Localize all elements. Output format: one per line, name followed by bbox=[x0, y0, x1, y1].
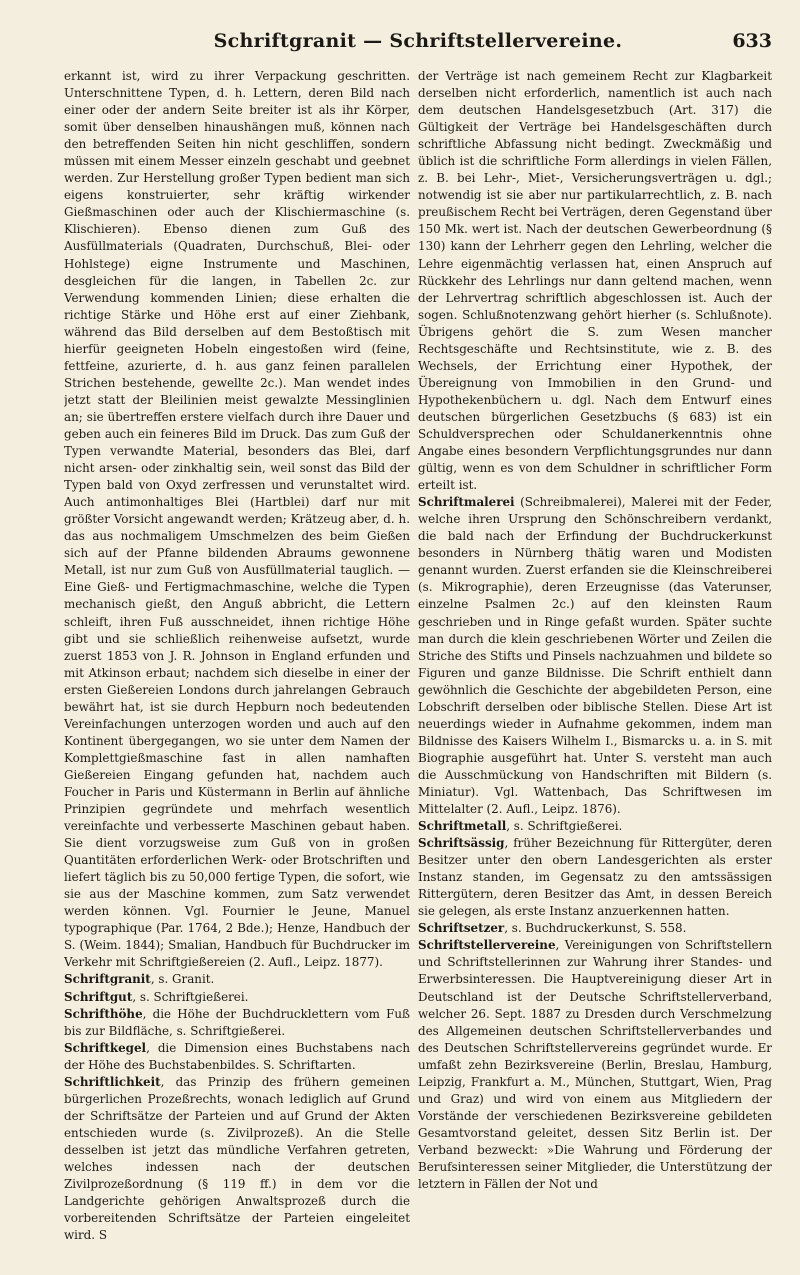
dictionary-entry bbox=[418, 494, 772, 818]
dictionary-entry bbox=[418, 920, 772, 937]
entry-text: , s. Buchdruckerkunst, S. 558. bbox=[504, 921, 687, 936]
entry-headword: Schriftlichkeit bbox=[64, 1074, 161, 1089]
dictionary-entry bbox=[418, 835, 772, 920]
dictionary-entry bbox=[64, 1040, 410, 1074]
right-column bbox=[418, 68, 772, 1265]
entry-headword: Schriftsässig bbox=[418, 836, 505, 851]
entry-headword: Schriftgranit bbox=[64, 972, 151, 987]
entry-headword: Schriftgut bbox=[64, 989, 133, 1004]
entry-text: , die Dimension eines Buchstabens nach der Höhe des Buchstabenbildes. S. Schriftarten. bbox=[64, 1040, 410, 1072]
entry-text: , s. Schriftgießerei. bbox=[132, 989, 249, 1004]
entry-continuation bbox=[418, 68, 772, 494]
entry-text: , das Prinzip des frühern gemeinen bürgerlichen Prozeßrechts, wonach lediglich auf Grund der Schriftsätze der Parteien und auf Grund der Akten entschieden wurde (s. Zivilprozeß). An die Stelle desselben ist jetzt das mündliche Verfahren getreten, welches indessen nach der deutschen Zivilprozeßordnung (§ 119 ff.) in dem vor die Landgerichte gehörigen Anwaltsprozeß durch die vorbereitenden Schriftsätze der Parteien eingeleitet wird. S bbox=[64, 1074, 410, 1243]
entry-headword: Schriftstellervereine bbox=[418, 938, 556, 953]
dictionary-entry bbox=[418, 937, 772, 1193]
entry-headword: Schriftmalerei bbox=[418, 495, 515, 510]
dictionary-entry bbox=[418, 818, 772, 835]
running-title: Schriftgranit — Schriftstellervereine. bbox=[213, 30, 623, 52]
page-header bbox=[64, 30, 772, 56]
entry-headword: Schrifthöhe bbox=[64, 1006, 143, 1021]
entry-text: (Schreibmalerei), Malerei mit der Feder, welche ihren Ursprung den Schönschreibern verdankt, die bald nach der Erfindung der Buchdruckerkunst besonders in Nürnberg thätig waren und Modisten genannt wurden. Zuerst erfanden sie die Kleinschreiberei (s. Mikrographie), deren Erzeugnisse (das Vaterunser, einzelne Psalmen 2c.) auf den kleinsten Raum geschrieben und in Ringe gefaßt wurden. Später suchte man durch die klein geschriebenen Wörter und Zeilen die Striche des Stifts und Pinsels nachzuahmen und bildete so Figuren und ganze Bildnisse. Die Schrift enthielt dann gewöhnlich die Geschichte der abgebildeten Person, eine Lobschrift derselben oder biblische Stellen. Diese Art ist neuerdings wieder in Aufnahme gekommen, indem man Bildnisse des Kaisers Wilhelm I., Bismarcks u. a. in S. mit Biographie ausgeführt hat. Unter S. versteht man auch die Ausschmückung von Handschriften mit Bildern (s. Miniatur). Vgl. Wattenbach, Das Schriftwesen im Mittelalter (2. Aufl., Leipz. 1876). bbox=[418, 495, 772, 817]
dictionary-entry bbox=[64, 1074, 410, 1244]
entry-continuation bbox=[64, 68, 410, 971]
left-column bbox=[64, 68, 410, 1265]
entry-headword: Schriftmetall bbox=[418, 819, 507, 834]
dictionary-entry bbox=[64, 1006, 410, 1040]
entry-headword: Schriftsetzer bbox=[418, 921, 505, 936]
entry-text: , früher Bezeichnung für Rittergüter, deren Besitzer unter den obern Landesgerichten als erster Instanz standen, im Gegensatz zu den amtssässigen Rittergütern, deren Besitzer das Amt, in dessen Bereich sie gelegen, als erste Instanz anzuerkennen hatten. bbox=[418, 836, 772, 919]
entry-text: , die Höhe der Buchdrucklettern vom Fuß bis zur Bildfläche, s. Schriftgießerei. bbox=[64, 1006, 410, 1038]
dictionary-entry bbox=[64, 989, 410, 1006]
entry-text: erkannt ist, wird zu ihrer Verpackung geschritten. Unterschnittene Typen, d. h. Lettern, deren Bild nach einer oder der andern Seite breiter ist als ihr Körper, somit über denselben hinaushängen muß, können nach den betreffenden Seiten hin nicht geschliffen, sondern müssen mit einem Messer einzeln geschabt und geebnet werden. Zur Herstellung großer Typen bedient man sich eigens konstruierter, sehr kräftig wirkender Gießmaschinen oder auch der Klischiermaschine (s. Klischieren). Ebenso dienen zum Guß des Ausfüllmaterials (Quadraten, Durchschuß, Blei- oder Hohlstege) eigne Instrumente und Maschinen, desgleichen für die langen, in Tabellen 2c. zur Verwendung kommenden Linien; diese erhalten die richtige Stärke und Höhe erst auf einer Ziehbank, während das Bild derselben auf dem Bestoßtisch mit hierfür geeigneten Hobeln eingestoßen wird (feine, fettfeine, azurierte, d. h. aus ganz feinen parallelen Strichen bestehende, gewellte 2c.). Man wendet indes jetzt statt der Bleilinien meist gewalzte Messinglinien an; sie übertreffen erstere vielfach durch ihre Dauer und geben auch ein feineres Bild im Druck. Das zum Guß der Typen verwandte Material, besonders das Blei, darf nicht arsen- oder zinkhaltig sein, weil sonst das Bild der Typen bald von Oxyd zerfressen und verunstaltet wird. Auch antimonhaltiges Blei (Hartblei) darf nur mit größter Vorsicht angewandt werden; Krätzeug aber, d. h. das aus nochmaligem Umschmelzen des beim Gießen sich auf der Pfanne bildenden Abraums gewonnene Metall, ist nur zum Guß von Ausfüllmaterial tauglich. — Eine Gieß- und Fertigmachmaschine, welche die Typen mechanisch gießt, den Anguß abbricht, die Lettern schleift, ihren Fuß ausschneidet, ihnen richtige Höhe gibt und sie schließlich reihenweise aufsetzt, wurde zuerst 1853 von J. R. Johnson in England erfunden und mit Atkinson erbaut; nachdem sich dieselbe in einer der ersten Gießereien Londons durch jahrelangen Gebrauch bewährt hat, ist sie durch Hepburn noch bedeutenden Vereinfachungen unterzogen worden und auch auf den Kontinent übergegangen, wo sie unter dem Namen der Komplettgießmaschine fast in allen namhaften Gießereien Eingang gefunden hat, nachdem auch Foucher in Paris und Küstermann in Berlin auf ähnliche Prinzipien gegründete und mehrfach wesentlich vereinfachte und verbesserte Maschinen gebaut haben. Sie dient vorzugsweise zum Guß von in großen Quantitäten erforderlichen Werk- oder Brotschriften und liefert täglich bis zu 50,000 fertige Typen, die sofort, wie sie aus der Maschine kommen, zum Satz verwendet werden können. Vgl. Fournier le Jeune, Manuel typographique (Par. 1764, 2 Bde.); Henze, Handbuch der S. (Weim. 1844); Smalian, Handbuch für Buchdrucker im Verkehr mit Schriftgießereien (2. Aufl., Leipz. 1877). bbox=[64, 69, 410, 970]
dictionary-entry bbox=[64, 971, 410, 988]
entry-text: , s. Granit. bbox=[150, 972, 215, 987]
entry-headword: Schriftkegel bbox=[64, 1040, 147, 1055]
entry-text: der Verträge ist nach gemeinem Recht zur Klagbarkeit derselben nicht erforderlich, namentlich ist auch nach dem deutschen Handelsgesetzbuch (Art. 317) die Gültigkeit der Verträge bei Handelsgeschäften durch schriftliche Abfassung nicht bedingt. Zweckmäßig und üblich ist die schriftliche Form allerdings in vielen Fällen, z. B. bei Lehr-, Miet-, Versicherungsverträgen u. dgl.; notwendig ist sie aber nur partikularrechtlich, z. B. nach preußischem Recht bei Verträgen, deren Gegenstand über 150 Mk. wert ist. Nach der deutschen Gewerbeordnung (§ 130) kann der Lehrherr gegen den Lehrling, welcher die Lehre eigenmächtig verlassen hat, einen Anspruch auf Rückkehr des Lehrlings nur dann geltend machen, wenn der Lehrvertrag schriftlich abgeschlossen ist. Auch der sogen. Schlußnotenzwang gehört hierher (s. Schlußnote). Übrigens gehört die S. zum Wesen mancher Rechtsgeschäfte und Rechtsinstitute, wie z. B. des Wechsels, der Errichtung einer Hypothek, der Übereignung von Immobilien in den Grund- und Hypothekenbüchern u. dgl. Nach dem Entwurf eines deutschen bürgerlichen Gesetzbuchs (§ 683) ist ein Schuldversprechen oder Schuldanerkenntnis ohne Angabe eines besondern Verpflichtungsgrundes nur dann gültig, wenn es von dem Schuldner in schriftlicher Form erteilt ist. bbox=[418, 69, 772, 493]
entry-text: , Vereinigungen von Schriftstellern und Schriftstellerinnen zur Wahrung ihrer Standes- und Erwerbsinteressen. Die Hauptvereinigung dieser Art in Deutschland ist der Deutsche Schriftstellerverband, welcher 26. Sept. 1887 zu Dresden durch Verschmelzung des Allgemeinen deutschen Schriftstellerverbandes und des Deutschen Schriftstellervereins gegründet wurde. Er umfaßt zehn Bezirksvereine (Berlin, Breslau, Hamburg, Leipzig, Frankfurt a. M., München, Stuttgart, Wien, Prag und Graz) und wird von einem aus Mitgliedern der Vorstände der verschiedenen Bezirksvereine gebildeten Gesamtvorstand geleitet, dessen Sitz Berlin ist. Der Verband bezweckt: »Die Wahrung und Förderung der Berufsinteressen seiner Mitglieder, die Unterstützung der letztern in Fällen der Not und bbox=[418, 938, 772, 1192]
entry-text: , s. Schriftgießerei. bbox=[506, 819, 623, 834]
page-number: 633 bbox=[732, 30, 772, 52]
